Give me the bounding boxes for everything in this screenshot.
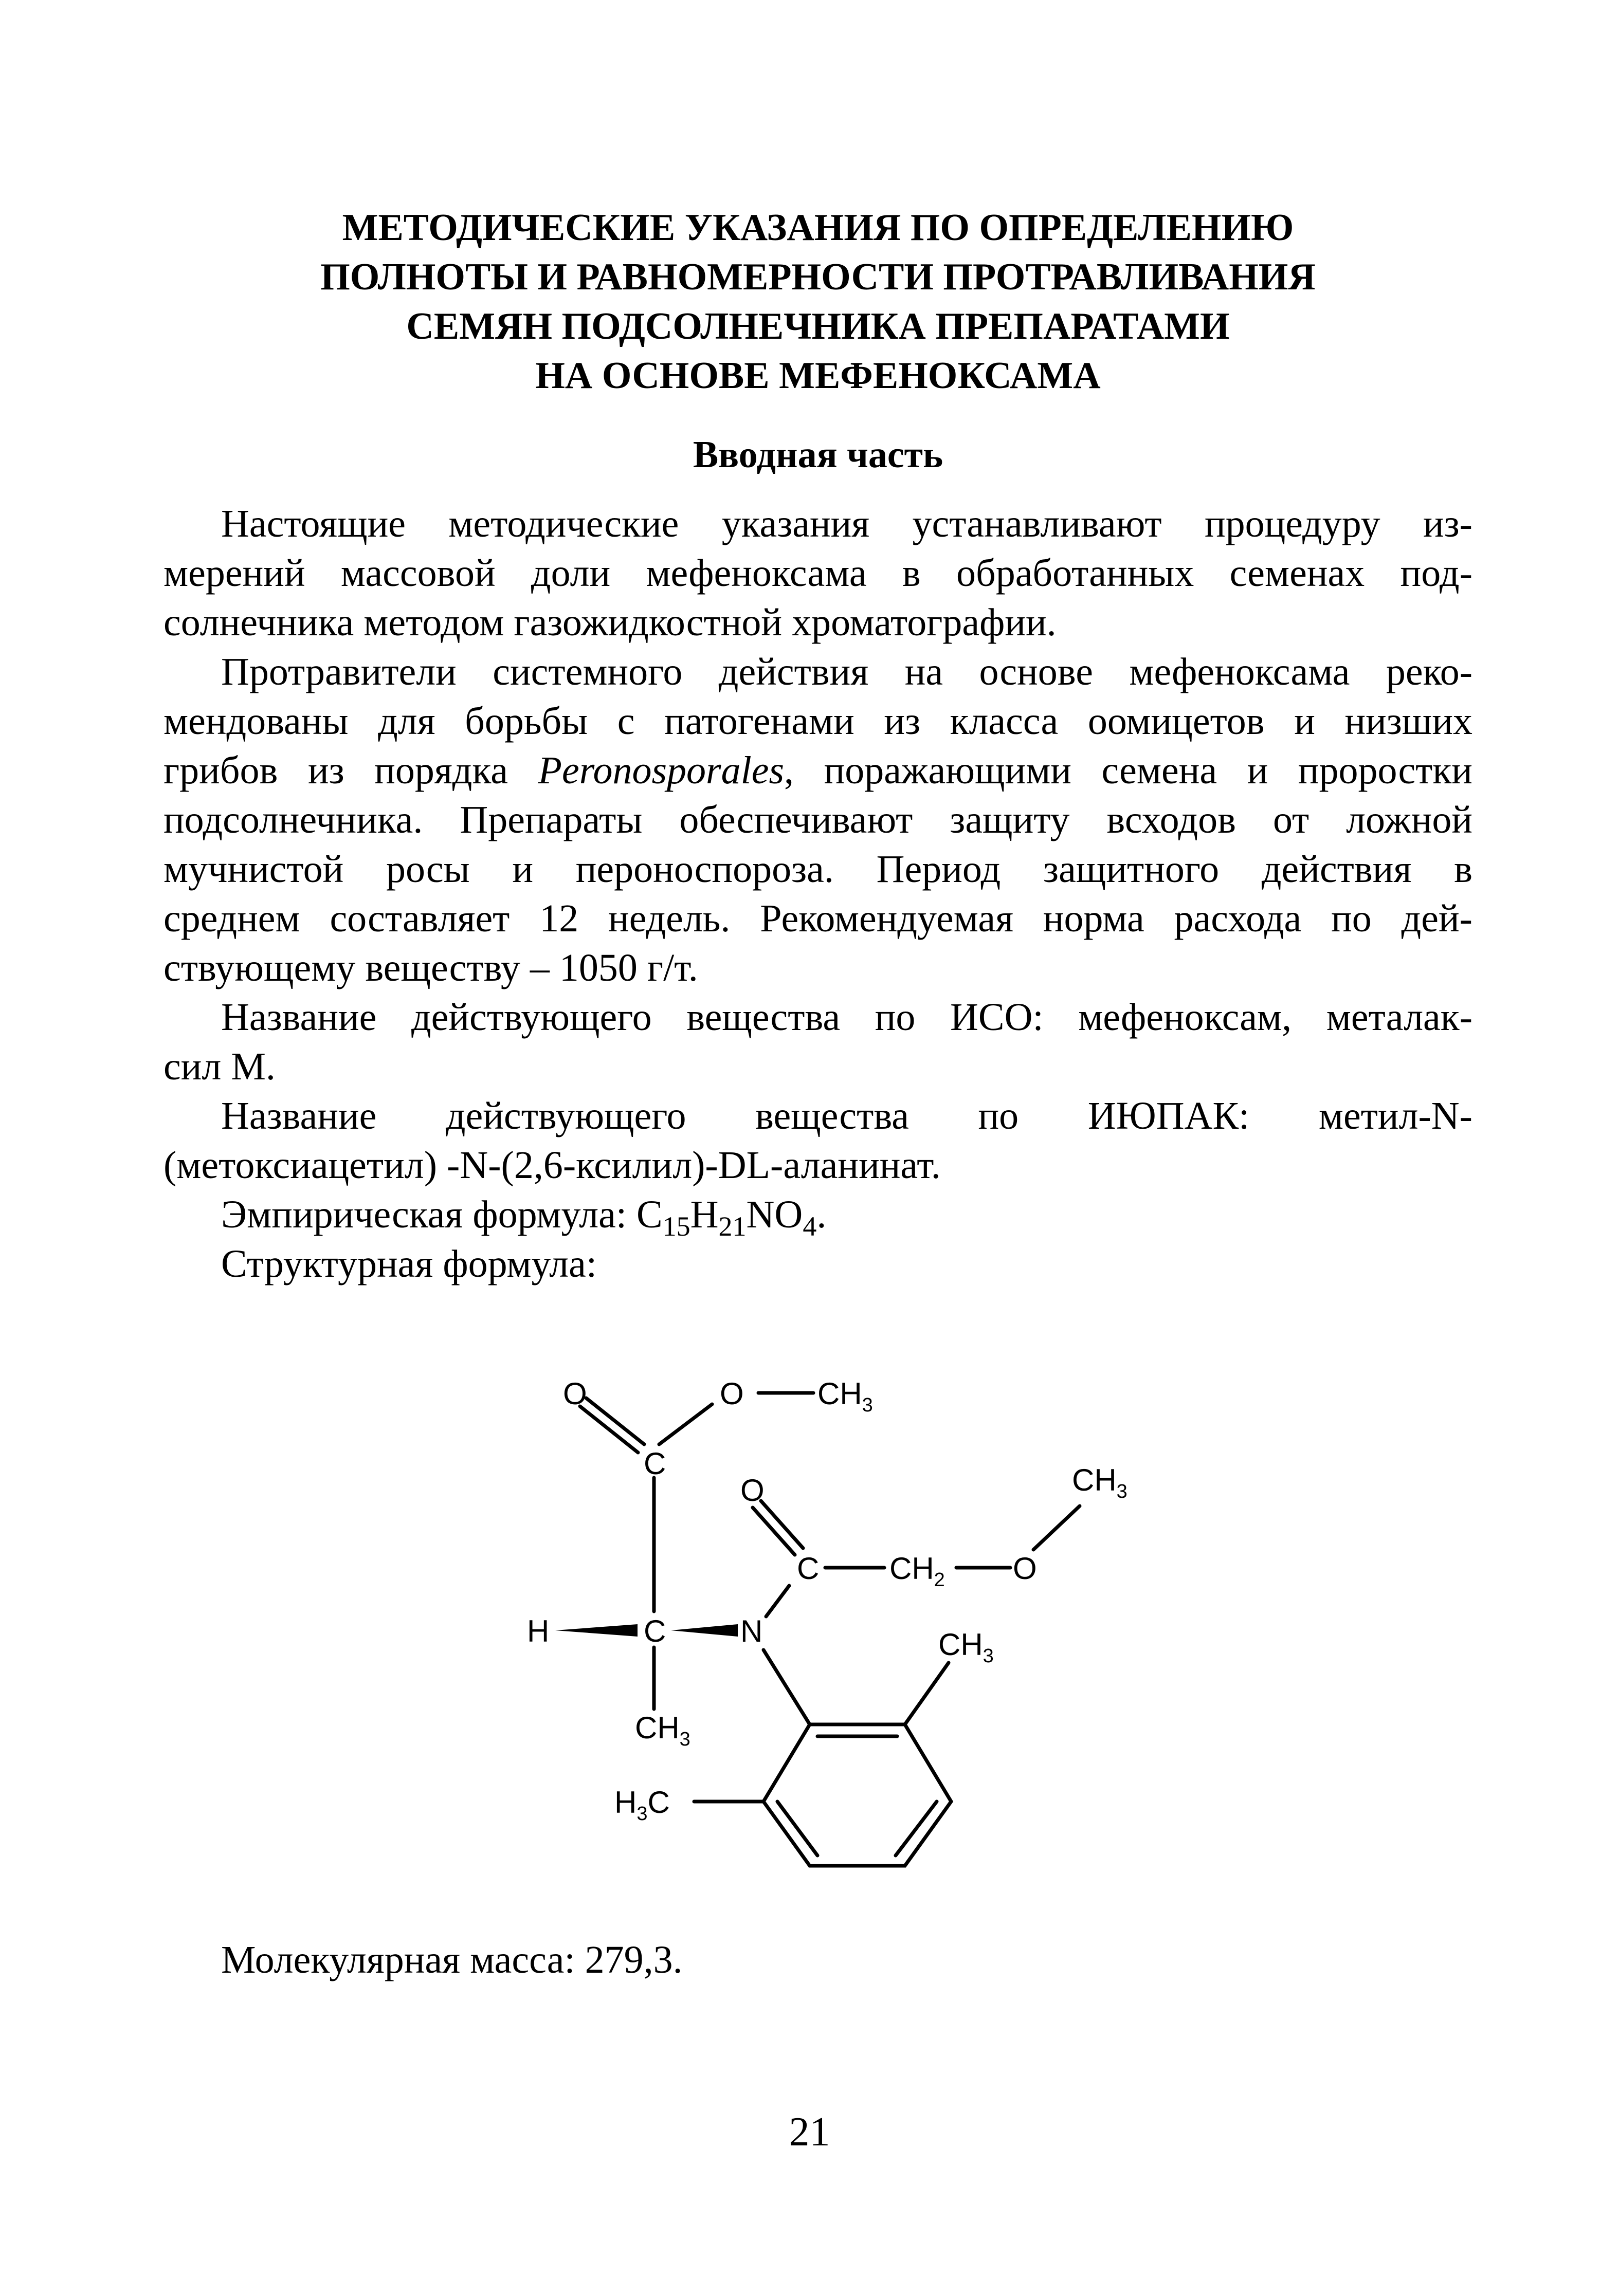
atom-n: N <box>740 1614 763 1648</box>
bond-amide-c-n <box>766 1586 789 1617</box>
atom-o-carbonyl: O <box>563 1376 587 1411</box>
atom-c-alpha: C <box>644 1614 666 1648</box>
title-line: СЕМЯН ПОДСОЛНЕЧНИКА ПРЕПАРАТАМИ <box>406 305 1230 347</box>
document-page <box>163 203 1472 1289</box>
atom-c-carbonyl: C <box>644 1446 666 1481</box>
formula-h: H <box>690 1193 719 1236</box>
paragraph-protectants <box>163 647 1472 993</box>
atom-ch3-alpha-main: CH <box>635 1711 680 1745</box>
atom-ch3-ring-right-main: CH <box>938 1627 983 1662</box>
atom-ch2 <box>889 1551 945 1591</box>
text-line: среднем составляет 12 недель. Рекомендуемая норма расхода по дей- <box>163 897 1472 940</box>
structural-formula <box>514 1347 1162 1871</box>
atom-h3c-ring-left <box>614 1785 670 1825</box>
atom-h: H <box>527 1614 550 1648</box>
atom-ch3-ring-right <box>938 1627 994 1667</box>
formula-rest: NO <box>746 1193 803 1236</box>
atom-h3c-ring-left-post: C <box>647 1785 670 1820</box>
text-fragment: грибов из порядка <box>163 749 538 792</box>
page-number: 21 <box>789 2109 830 2155</box>
paragraph-iupac-name <box>163 1091 1472 1190</box>
text-line: Протравители системного действия на основе мефеноксама реко- <box>221 650 1472 693</box>
atom-ch3-ester-main: CH <box>817 1376 862 1411</box>
latin-name: Peronosporales <box>538 749 785 792</box>
text-line: Настоящие методические указания устанавливают процедуру из- <box>221 502 1472 545</box>
text-line: Название действующего вещества по ИЮПАК: метил-N- <box>221 1094 1472 1137</box>
paragraph-iso-name <box>163 993 1472 1091</box>
text-line <box>163 746 1472 795</box>
atom-ch3-ether-sub: 3 <box>1116 1481 1127 1502</box>
atom-o-ester: O <box>720 1376 744 1411</box>
text-line: сил М. <box>163 1045 276 1088</box>
bond-ester-c-o <box>659 1404 712 1444</box>
title-line: ПОЛНОТЫ И РАВНОМЕРНОСТИ ПРОТРАВЛИВАНИЯ <box>320 256 1316 298</box>
text-line: мерений массовой доли мефеноксама в обработанных семенах под- <box>163 552 1472 595</box>
text-line: солнечника методом газожидкостной хроматографии. <box>163 601 1057 644</box>
section-title: Вводная часть <box>693 434 943 476</box>
title-line: МЕТОДИЧЕСКИЕ УКАЗАНИЯ ПО ОПРЕДЕЛЕНИЮ <box>342 207 1294 249</box>
atom-o-ether: O <box>1013 1551 1037 1586</box>
bond-carbonyl-double-1 <box>586 1398 644 1444</box>
atom-ch3-alpha <box>635 1711 690 1750</box>
text-line: ствующему веществу – 1050 г/т. <box>163 946 698 989</box>
text-line: Название действующего вещества по ИСО: мефеноксам, металак- <box>221 996 1472 1039</box>
text-line: мучнистой росы и пероноспороза. Период защитного действия в <box>163 848 1472 891</box>
wedge-bond-n <box>671 1624 738 1637</box>
bond-n-ring <box>763 1650 810 1724</box>
structure-diagram <box>514 1347 1162 1871</box>
empirical-label: Эмпирическая формула: <box>221 1193 636 1236</box>
bond-carbonyl-double-2 <box>580 1406 638 1453</box>
bond-ring-ch3-right <box>905 1663 949 1724</box>
formula-h-sub: 21 <box>718 1211 747 1242</box>
text-line: (метоксиацетил) -N-(2,6-ксилил)-DL-аланинат. <box>163 1144 941 1187</box>
atom-ch3-ester-sub: 3 <box>862 1394 873 1416</box>
bond-o-ch3-ether <box>1033 1506 1080 1550</box>
text-fragment: , поражающими семена и проростки <box>784 749 1472 792</box>
document-title <box>163 203 1472 400</box>
formula-end: . <box>816 1193 827 1236</box>
atom-c-amide: C <box>797 1551 820 1586</box>
wedge-bond-h <box>555 1624 638 1637</box>
atom-ch3-alpha-sub: 3 <box>679 1729 690 1750</box>
formula-c: C <box>636 1193 663 1236</box>
atom-ch2-main: CH <box>889 1551 934 1586</box>
title-line: НА ОСНОВЕ МЕФЕНОКСАМА <box>535 355 1101 397</box>
atom-ch3-ester <box>817 1376 873 1416</box>
atom-ch3-ring-right-sub: 3 <box>983 1645 994 1667</box>
structural-formula-label: Структурная формула: <box>221 1242 597 1285</box>
empirical-formula <box>163 1190 1472 1242</box>
atom-ch2-sub: 2 <box>934 1569 945 1591</box>
paragraph-intro <box>163 499 1472 647</box>
atom-h3c-ring-left-pre: H <box>614 1785 637 1820</box>
text-line: мендованы для борьбы с патогенами из класса оомицетов и низших <box>163 700 1472 743</box>
atom-o-amide: O <box>740 1473 765 1508</box>
molecular-mass: Молекулярная масса: 279,3. <box>221 1938 683 1981</box>
atom-h3c-ring-left-sub: 3 <box>636 1803 648 1825</box>
benzene-ring <box>763 1724 951 1866</box>
text-line: подсолнечника. Препараты обеспечивают защиту всходов от ложной <box>163 798 1472 841</box>
formula-rest-sub: 4 <box>803 1211 817 1242</box>
atom-ch3-ether <box>1072 1463 1127 1502</box>
atom-ch3-ether-main: CH <box>1072 1463 1117 1497</box>
formula-c-sub: 15 <box>662 1211 690 1242</box>
